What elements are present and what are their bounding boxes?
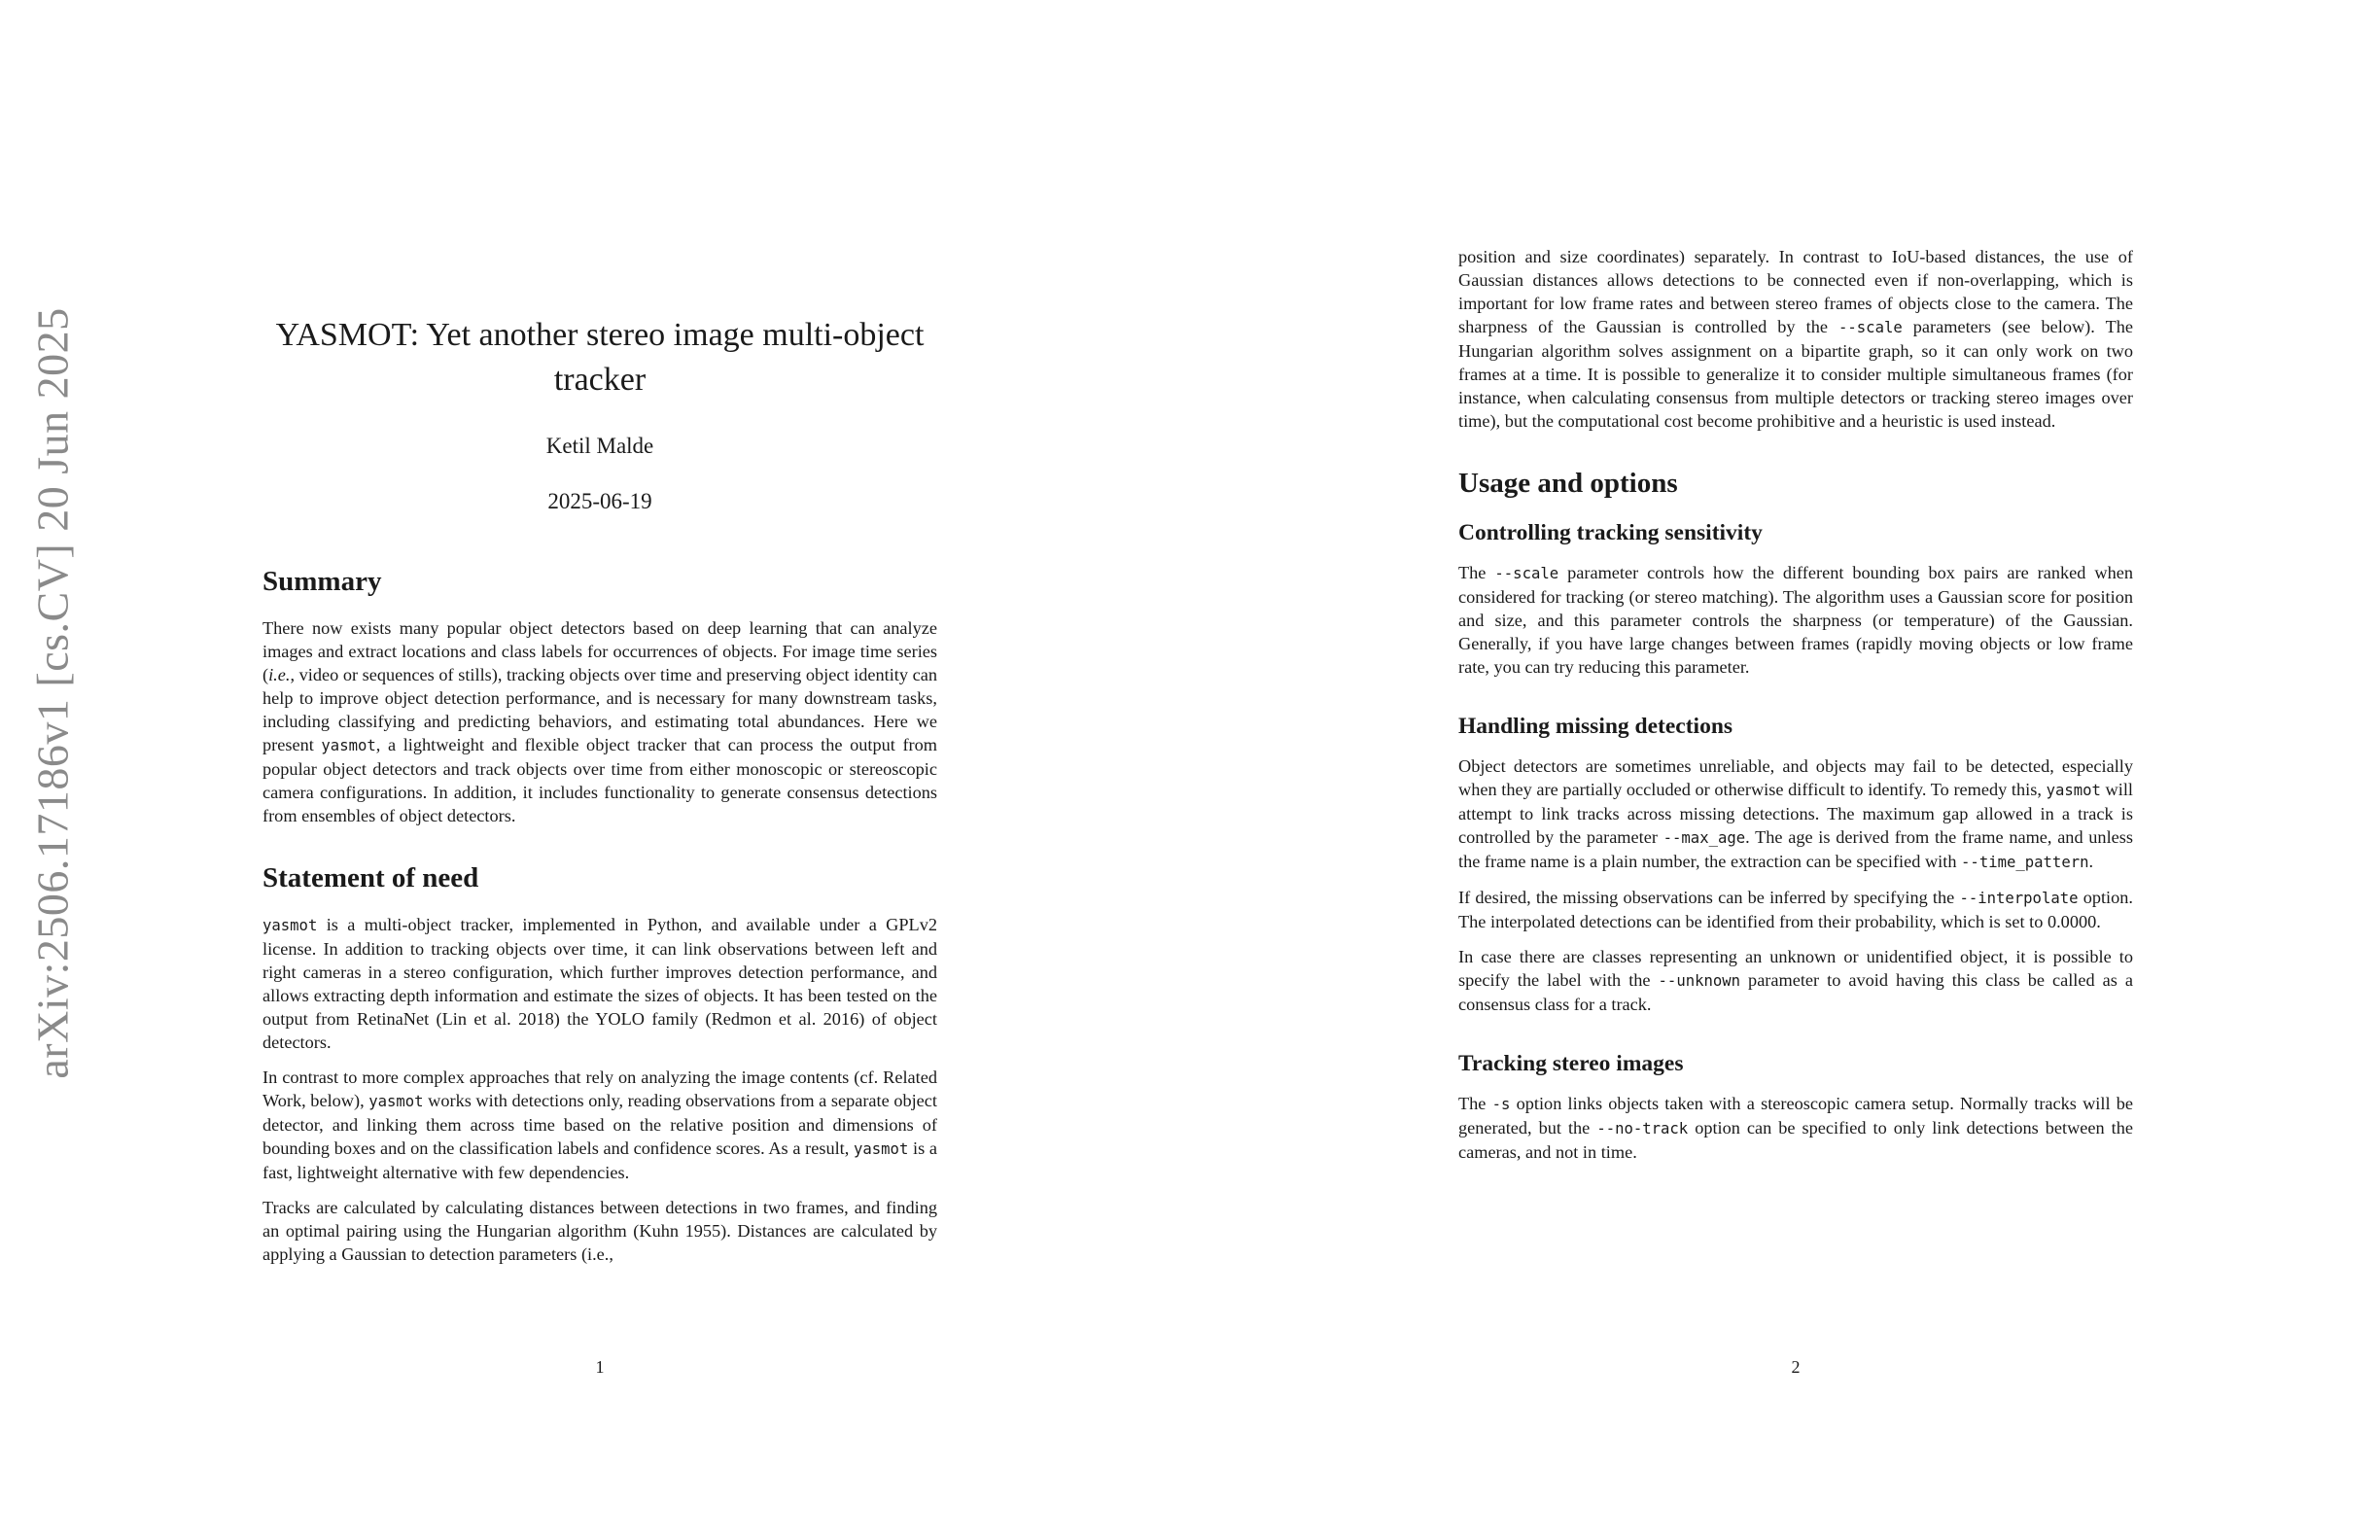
need-paragraph-3: Tracks are calculated by calculating distances between detections in two frames, and finding an optimal pairing using the Hungarian algorithm (Kuhn 1955). Distances are calculated by applying a Gaussian to detection parameters (i.e.,: [262, 1198, 937, 1264]
page-2-body: [1458, 245, 2133, 1175]
page-number-1: 1: [595, 1357, 605, 1377]
author: Ketil Malde: [545, 434, 654, 458]
need-paragraph-2: In contrast to more complex approaches that rely on analyzing the image contents (cf. Related Work, below), yasmot works with detections only, reading observations from a separate object detector, and linking them across time based on the relative position and dimensions of bounding boxes and on the classification labels and confidence scores. As a result, yasmot is a fast, lightweight alternative with few dependencies.: [262, 1068, 937, 1182]
missing-paragraph-2: If desired, the missing observations can be inferred by specifying the --interpolate option. The interpolated detections can be identified from their probability, which is set to 0.0000.: [1458, 888, 2133, 931]
page-1-body: [262, 564, 937, 1278]
missing-detections-heading: Handling missing detections: [1458, 714, 1733, 739]
summary-heading: Summary: [262, 566, 382, 597]
continuation-paragraph: position and size coordinates) separately. In contrast to IoU-based distances, the use of Gaussian distances allows detections to be connected even if non-overlapping, which is important for low frame rates and between stereo frames of objects close to the camera. The sharpness of the Gaussian is controlled by the --scale parameters (see below). The Hungarian algorithm solves assignment on a bipartite graph, so it can only work on two frames at a time. It is possible to generalize it to consider multiple simultaneous frames (for instance, when calculating consensus from multiple detectors or tracking stereo images over time), but the computational cost become prohibitive and a heuristic is used instead.: [1458, 247, 2133, 431]
usage-heading: Usage and options: [1458, 468, 1678, 499]
sensitivity-paragraph: The --scale parameter controls how the different bounding box pairs are ranked when considered for tracking (or stereo matching). The algorithm uses a Gaussian score for position and size, and this parameter controls the sharpness (or temperature) of the Gaussian. Generally, if you have large changes between frames (rapidly moving objects or low frame rate, you can try reducing this parameter.: [1458, 563, 2133, 677]
missing-paragraph-1: Object detectors are sometimes unreliable, and objects may fail to be detected, especially when they are partially occluded or otherwise difficult to identify. To remedy this, yasmot will attempt to link tracks across missing detections. The maximum gap allowed in a track is controlled by the parameter --max_age. The age is derived from the frame name, and unless the frame name is a plain number, the extraction can be specified with --time_pattern.: [1458, 756, 2133, 871]
stereo-heading: Tracking stereo images: [1458, 1051, 1684, 1076]
page-1: [262, 0, 937, 1540]
missing-paragraph-3: In case there are classes representing an unknown or unidentified object, it is possible to specify the label with the --unknown parameter to avoid having this class be called as a consensus class for a track.: [1458, 947, 2133, 1014]
page-number-2: 2: [1791, 1357, 1801, 1377]
summary-paragraph: There now exists many popular object detectors based on deep learning that can analyze images and extract locations and class labels for occurrences of objects. For image time series (i.e., video or sequences of stills), tracking objects over time and preserving object identity can help to improve object detection performance, and is necessary for many downstream tasks, including classifying and predicting behaviors, and estimating total abundances. Here we present yasmot, a lightweight and flexible object tracker that can process the output from popular object detectors and track objects over time from either monoscopic or stereoscopic camera configurations. In addition, it includes functionality to generate consensus detections from ensembles of object detectors.: [262, 618, 937, 825]
paper-title: YASMOT: Yet another stereo image multi-object tracker: [275, 317, 925, 398]
stereo-paragraph: The -s option links objects taken with a stereoscopic camera setup. Normally tracks will be generated, but the --no-track option can be specified to only link detections between the cameras, and not in time.: [1458, 1094, 2134, 1162]
date: 2025-06-19: [547, 489, 652, 513]
sensitivity-heading: Controlling tracking sensitivity: [1458, 520, 1763, 545]
need-paragraph-1: yasmot is a multi-object tracker, implemented in Python, and available under a GPLv2 license. In addition to tracking objects over time, it can link observations between left and right cameras in a stereo configuration, which further improves detection performance, and allows extracting depth information and estimate the sizes of objects. It has been tested on the output from RetinaNet (Lin et al. 2018) the YOLO family (Redmon et al. 2016) of object detectors.: [262, 915, 937, 1052]
statement-of-need-heading: Statement of need: [262, 862, 479, 893]
page-2: [1458, 0, 2133, 1540]
arxiv-watermark: arXiv:2506.17186v1 [cs.CV] 20 Jun 2025: [27, 307, 78, 1079]
